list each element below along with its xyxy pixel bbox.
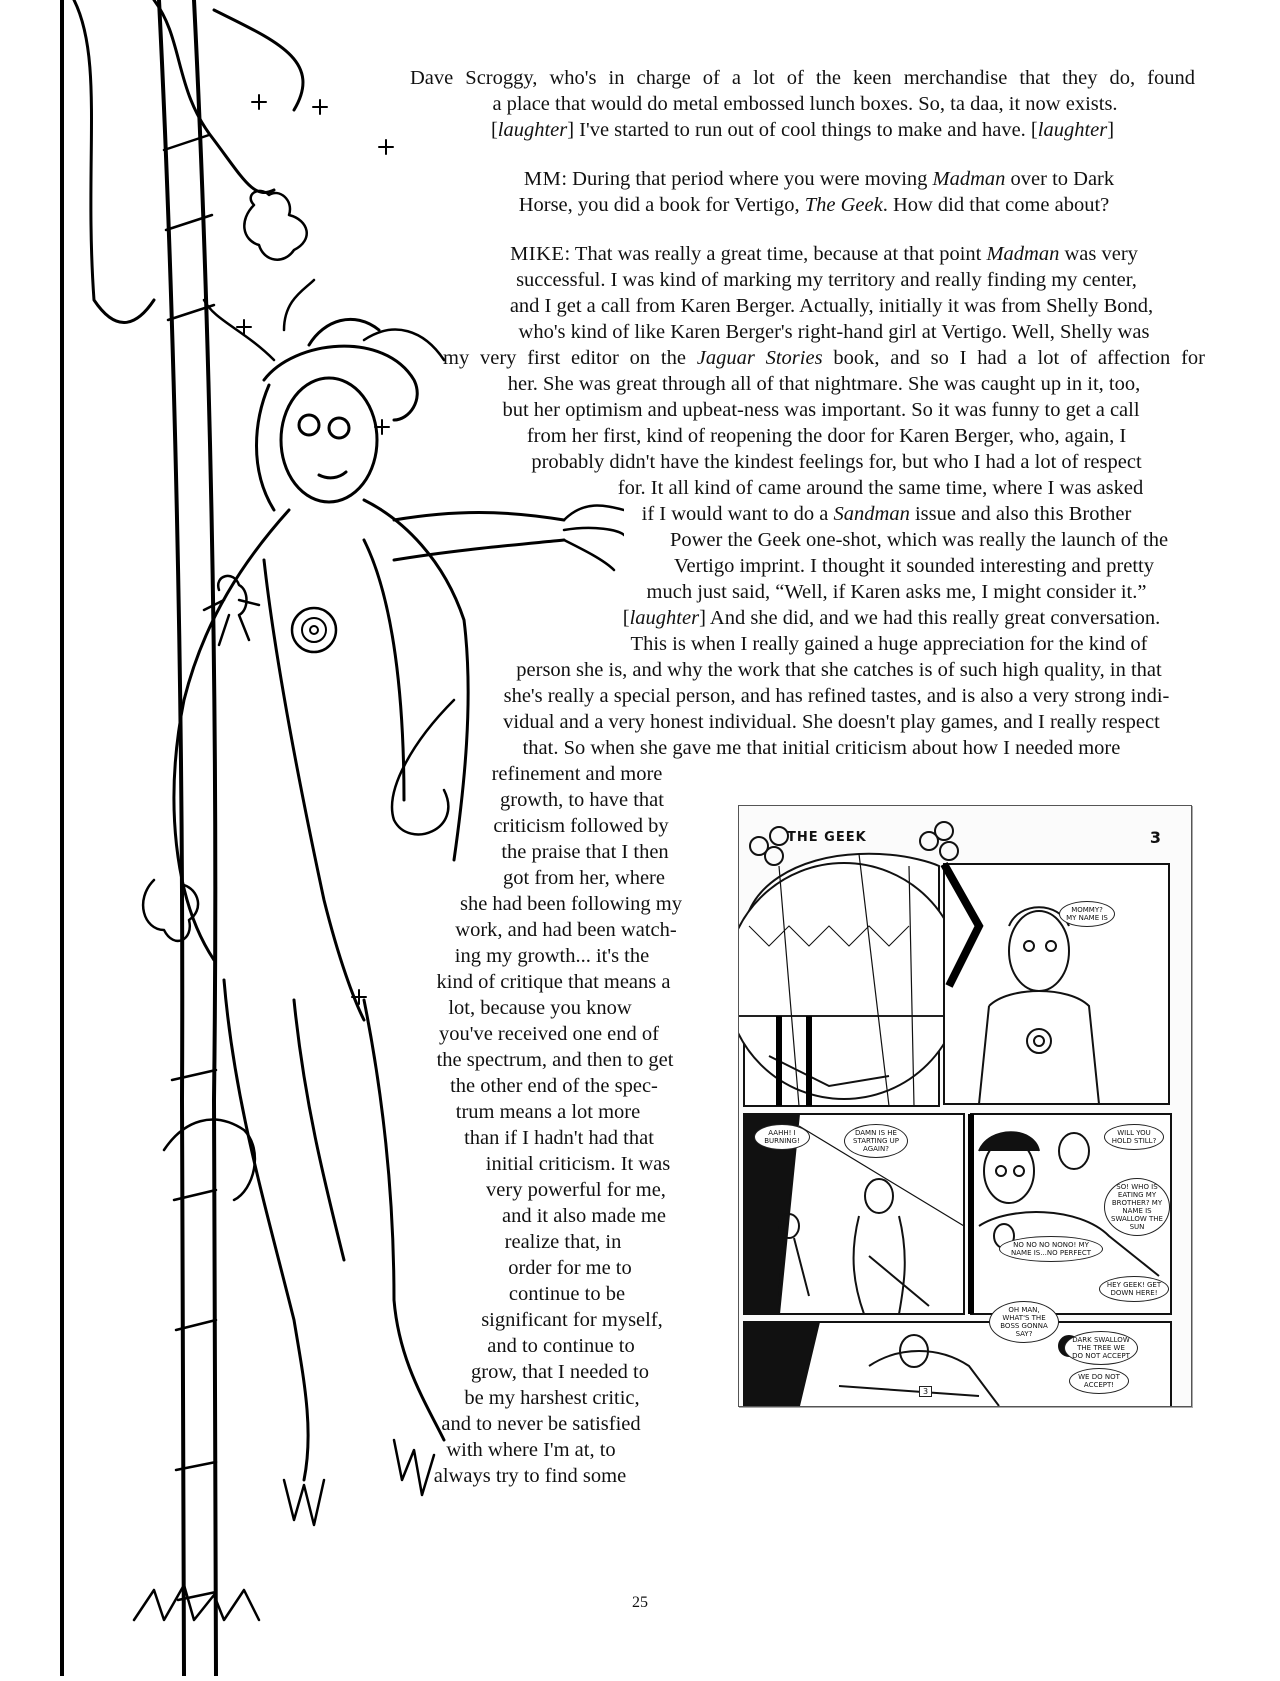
- comic-page-number: 3: [1149, 828, 1161, 847]
- article-line: [420, 116, 1185, 144]
- article-line: [443, 344, 1205, 372]
- text-run: . How did that come about?: [882, 194, 1110, 216]
- article-line: [633, 526, 1205, 554]
- text-run: she had been following my: [459, 893, 683, 915]
- text-run: very powerful for me,: [486, 1179, 666, 1201]
- article-line: [432, 1358, 688, 1386]
- article-line: [414, 1020, 684, 1048]
- text-run: with where I'm at, to: [446, 1439, 616, 1461]
- article-line: [410, 64, 1195, 92]
- comic-page-image: [738, 805, 1192, 1407]
- italic-text: Sandman: [833, 503, 910, 525]
- text-run: Vertigo imprint. I thought it sounded interesting and pretty: [674, 555, 1154, 577]
- article-line: [454, 1332, 668, 1360]
- article-line: [448, 370, 1200, 398]
- article-line: [452, 396, 1190, 424]
- article-line: [480, 864, 688, 892]
- article-line: [463, 708, 1200, 736]
- article-line: [490, 1280, 644, 1308]
- text-run: and to continue to: [487, 1335, 635, 1357]
- text-run: realize that, in: [504, 1231, 622, 1253]
- speech-balloon: SO! WHO IS EATING MY BROTHER? MY NAME IS SWALLOW THE SUN: [1104, 1178, 1170, 1236]
- text-run: grow, that I needed to: [471, 1361, 649, 1383]
- article-line: [623, 500, 1150, 528]
- article-line: [473, 240, 1175, 268]
- article-line: [450, 1176, 702, 1204]
- text-run: for. It all kind of came around the same time, where I was asked: [617, 477, 1144, 499]
- article-line: [478, 1202, 690, 1230]
- article-line: [478, 786, 686, 814]
- text-run: her. She was great through all of that nightmare. She was caught up in it, too,: [507, 373, 1141, 395]
- text-run: significant for myself,: [481, 1309, 663, 1331]
- article-line: [410, 1410, 672, 1438]
- article-line: [468, 812, 694, 840]
- text-run: Dave Scroggy, who's in charge of a lot of the keen merchandise that they do, found: [410, 67, 1195, 89]
- article-line: [410, 1072, 698, 1100]
- text-run: ] I've started to run out of cool things to make and have. [: [567, 119, 1038, 141]
- article-line: [400, 1046, 710, 1074]
- article-line: [468, 760, 686, 788]
- article-line: [483, 266, 1170, 294]
- text-run: successful. I was kind of marking my territory and really finding my center,: [516, 269, 1137, 291]
- speech-balloon: MOMMY? MY NAME IS: [1059, 901, 1115, 927]
- text-run: trum means a lot more: [455, 1101, 641, 1123]
- italic-text: The Geek: [804, 194, 883, 216]
- comic-title: THE GEEK: [787, 830, 867, 845]
- article-line: [468, 165, 1170, 193]
- article-line: [410, 1436, 652, 1464]
- text-run: and to never be satisfied: [441, 1413, 641, 1435]
- article-line: [490, 1228, 636, 1256]
- italic-text: Madman: [932, 168, 1006, 190]
- speech-balloon: AAHH! I BURNING!: [754, 1124, 810, 1150]
- text-run: probably didn't have the kindest feelings for, but who I had a lot of respect: [531, 451, 1142, 473]
- text-run: you've received one end of: [439, 1023, 659, 1045]
- text-run: from her first, kind of reopening the door for Karen Berger, who, again, I: [526, 425, 1127, 447]
- article-line: [422, 942, 682, 970]
- article-line: [593, 604, 1190, 632]
- article-line: [420, 1124, 698, 1152]
- article-line: [430, 890, 712, 918]
- text-run: who's kind of like Karen Berger's right-hand girl at Vertigo. Well, Shelly was: [518, 321, 1150, 343]
- text-run: ] And she did, and we had this really great conversation.: [699, 607, 1161, 629]
- italic-text: Jaguar Stories: [696, 347, 823, 369]
- article-line: [420, 1098, 676, 1126]
- text-run: the other end of the spec-: [450, 1075, 658, 1097]
- text-run: kind of critique that means a: [436, 971, 671, 993]
- article-line: [430, 916, 702, 944]
- speaker-label: MM: [523, 168, 562, 190]
- article-line: [448, 1150, 708, 1178]
- article-line: [623, 578, 1170, 606]
- text-run: the praise that I then: [501, 841, 669, 863]
- text-run: that. So when she gave me that initial criticism about how I needed more: [522, 737, 1121, 759]
- text-run: than if I hadn't had that: [464, 1127, 654, 1149]
- text-run: ]: [1107, 119, 1115, 141]
- article-line: [483, 448, 1190, 476]
- page-number: 25: [632, 1594, 648, 1611]
- article-line: [470, 838, 700, 866]
- text-run: work, and had been watch-: [455, 919, 677, 941]
- text-run: but her optimism and upbeat-ness was important. So it was funny to get a call: [502, 399, 1140, 421]
- text-run: : During that period where you were moving: [561, 168, 933, 190]
- article-line: [478, 656, 1200, 684]
- text-run: much just said, “Well, if Karen asks me, I might consider it.”: [646, 581, 1147, 603]
- text-run: and it also made me: [502, 1205, 666, 1227]
- text-run: book, and so I had a lot of affection for: [822, 347, 1205, 369]
- text-run: the spectrum, and then to get: [436, 1049, 674, 1071]
- text-run: Horse, you did a book for Vertigo,: [518, 194, 805, 216]
- article-line: [488, 1254, 652, 1282]
- text-run: was very: [1059, 243, 1138, 265]
- text-run: issue and also this Brother: [909, 503, 1132, 525]
- article-line: [613, 630, 1165, 658]
- speaker-label: MIKE: [510, 243, 565, 265]
- text-run: [: [490, 119, 498, 141]
- speech-balloon: WE DO NOT ACCEPT!: [1069, 1368, 1129, 1394]
- text-run: and I get a call from Karen Berger. Actually, initially it was from Shelly Bond,: [509, 295, 1154, 317]
- article-line: [483, 292, 1180, 320]
- italic-text: laughter: [497, 119, 568, 141]
- text-run: refinement and more: [491, 763, 663, 785]
- speech-balloon: HEY GEEK! GET DOWN HERE!: [1099, 1276, 1169, 1302]
- text-run: lot, because you know: [448, 997, 632, 1019]
- text-run: if I would want to do a: [641, 503, 834, 525]
- article-line: [405, 968, 702, 996]
- speech-balloon: DAMN IS HE STARTING UP AGAIN?: [844, 1124, 908, 1158]
- text-run: continue to be: [508, 1283, 626, 1305]
- text-run: initial criticism. It was: [485, 1153, 671, 1175]
- speech-balloon: OH MAN, WHAT'S THE BOSS GONNA SAY?: [989, 1301, 1059, 1343]
- text-run: This is when I really gained a huge appreciation for the kind of: [630, 633, 1148, 655]
- italic-text: laughter: [629, 607, 700, 629]
- article-line: [478, 734, 1165, 762]
- speech-balloon: DARK SWALLOW THE TREE WE DO NOT ACCEPT: [1064, 1331, 1138, 1365]
- speech-balloon: NO NO NO NONO! MY NAME IS...NO PERFECT: [999, 1236, 1103, 1262]
- text-run: growth, to have that: [500, 789, 664, 811]
- text-run: always try to find some: [433, 1465, 627, 1487]
- article-line: [456, 1306, 688, 1334]
- text-run: she's really a special person, and has refined tastes, and is also a very strong indi-: [503, 685, 1170, 707]
- text-run: my very first editor on the: [443, 347, 697, 369]
- italic-text: Madman: [986, 243, 1060, 265]
- speech-balloon: WILL YOU HOLD STILL?: [1104, 1124, 1164, 1150]
- article-line: [432, 1384, 672, 1412]
- article-line: [468, 682, 1205, 710]
- text-run: over to Dark: [1005, 168, 1115, 190]
- text-run: : That was really a great time, because at that point: [564, 243, 987, 265]
- comic-panel-number: 3: [919, 1386, 932, 1397]
- text-run: [: [622, 607, 630, 629]
- article-line: [438, 191, 1190, 219]
- article-line: [483, 318, 1185, 346]
- text-run: got from her, where: [503, 867, 665, 889]
- italic-text: laughter: [1037, 119, 1108, 141]
- text-run: criticism followed by: [493, 815, 669, 837]
- text-run: person she is, and why the work that she catches is of such high quality, in that: [516, 659, 1162, 681]
- article-line: [638, 552, 1190, 580]
- text-run: vidual and a very honest individual. She doesn't play games, and I really respect: [503, 711, 1160, 733]
- text-run: order for me to: [508, 1257, 632, 1279]
- text-run: Power the Geek one-shot, which was really the launch of the: [669, 529, 1169, 551]
- text-run: be my harshest critic,: [464, 1387, 640, 1409]
- article-line: [422, 994, 658, 1022]
- text-run: a place that would do metal embossed lunch boxes. So, ta daa, it now exists.: [492, 93, 1118, 115]
- article-line: [410, 1462, 650, 1490]
- text-run: ing my growth... it's the: [454, 945, 650, 967]
- article-line: [468, 422, 1185, 450]
- article-line: [598, 474, 1163, 502]
- article-line: [445, 90, 1165, 118]
